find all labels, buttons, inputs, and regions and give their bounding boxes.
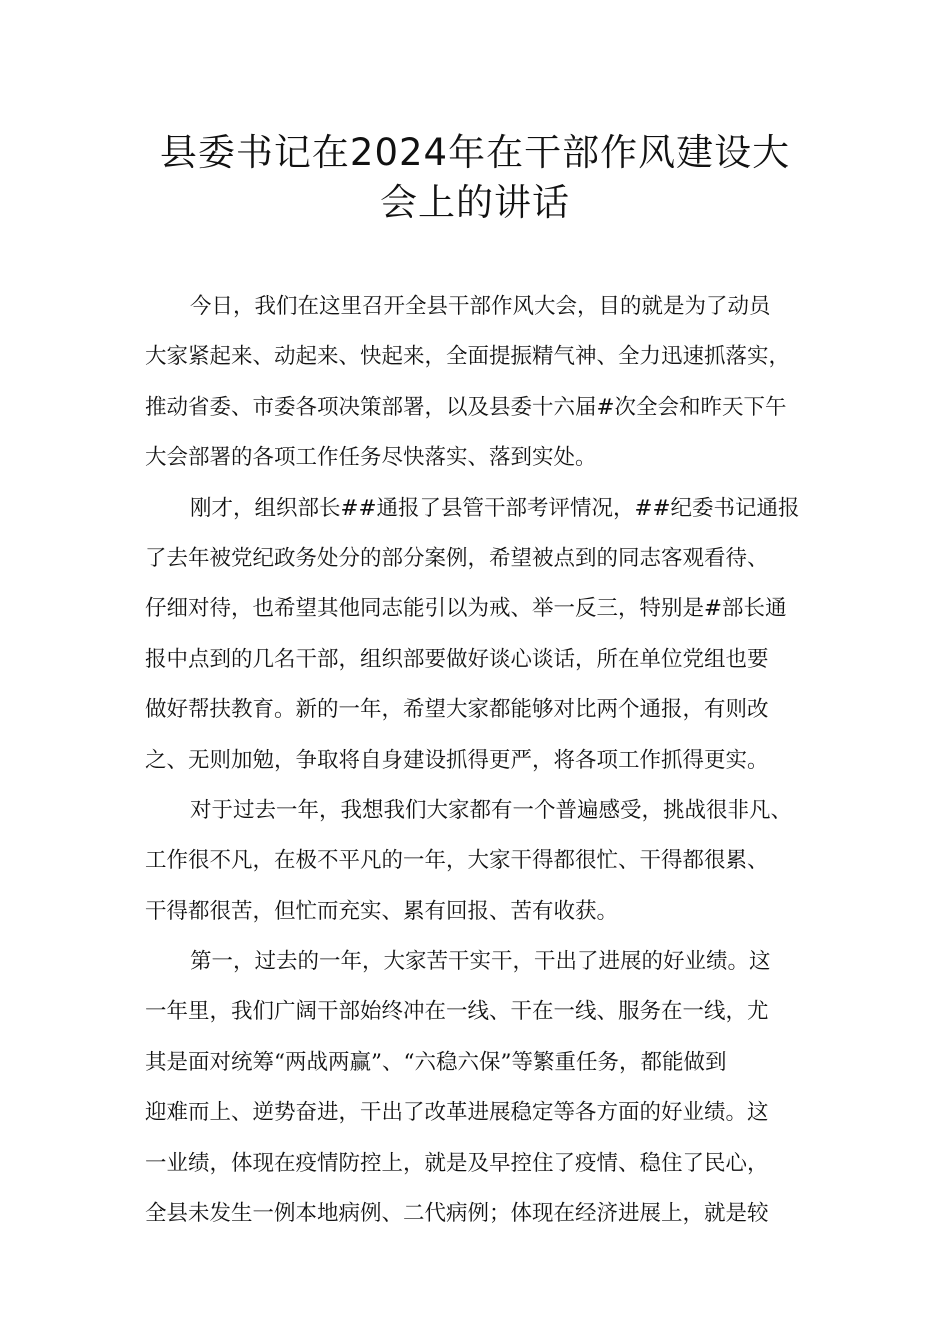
body-line: 干得都很苦，但忙而充实、累有回报、苦有收获。 xyxy=(145,898,619,924)
body-line: 大会部署的各项工作任务尽快落实、落到实处。 xyxy=(145,445,597,471)
body-line: 了去年被党纪政务处分的部分案例，希望被点到的同志客观看待、 xyxy=(145,545,769,571)
body-line: 大家紧起来、动起来、快起来，全面提振精气神、全力迅速抓落实， xyxy=(145,344,791,370)
body-line: 一业绩，体现在疫情防控上，就是及早控住了疫情、稳住了民心， xyxy=(145,1150,769,1176)
body-line: 之、无则加勉，争取将自身建设抓得更严，将各项工作抓得更实。 xyxy=(145,747,769,773)
title-line-2: 会上的讲话 xyxy=(380,181,570,224)
body-line: 报中点到的几名干部，组织部要做好谈心谈话，所在单位党组也要 xyxy=(145,646,769,672)
title-line-1: 县委书记在2024年在干部作风建设大 xyxy=(159,131,791,174)
body-line: 工作很不凡，在极不平凡的一年，大家干得都很忙、干得都很累、 xyxy=(145,848,769,874)
body-line: 做好帮扶教育。新的一年，希望大家都能够对比两个通报，有则改 xyxy=(145,697,769,723)
body-line: 一年里，我们广阔干部始终冲在一线、干在一线、服务在一线，尤 xyxy=(145,999,769,1025)
document-body xyxy=(145,282,825,1239)
body-line: 推动省委、市委各项决策部署，以及县委十六届#次全会和昨天下午 xyxy=(145,394,787,420)
body-line: 今日，我们在这里召开全县干部作风大会，目的就是为了动员 xyxy=(190,294,771,319)
body-line: 迎难而上、逆势奋进，干出了改革进展稳定等各方面的好业绩。这 xyxy=(145,1100,769,1126)
body-line: 其是面对统筹“两战两赢”、“六稳六保”等繁重任务，都能做到 xyxy=(145,1049,727,1075)
body-line: 第一，过去的一年，大家苦干实干，干出了进展的好业绩。这 xyxy=(190,949,771,975)
body-line: 仔细对待，也希望其他同志能引以为戒、举一反三，特别是#部长通 xyxy=(145,596,787,622)
body-line: 刚才，组织部长##通报了县管干部考评情况，##纪委书记通报 xyxy=(190,495,800,521)
body-line: 对于过去一年，我想我们大家都有一个普遍感受，挑战很非凡、 xyxy=(190,797,793,823)
body-line: 全县未发生一例本地病例、二代病例；体现在经济进展上，就是较 xyxy=(145,1201,769,1227)
document-title xyxy=(140,128,810,228)
